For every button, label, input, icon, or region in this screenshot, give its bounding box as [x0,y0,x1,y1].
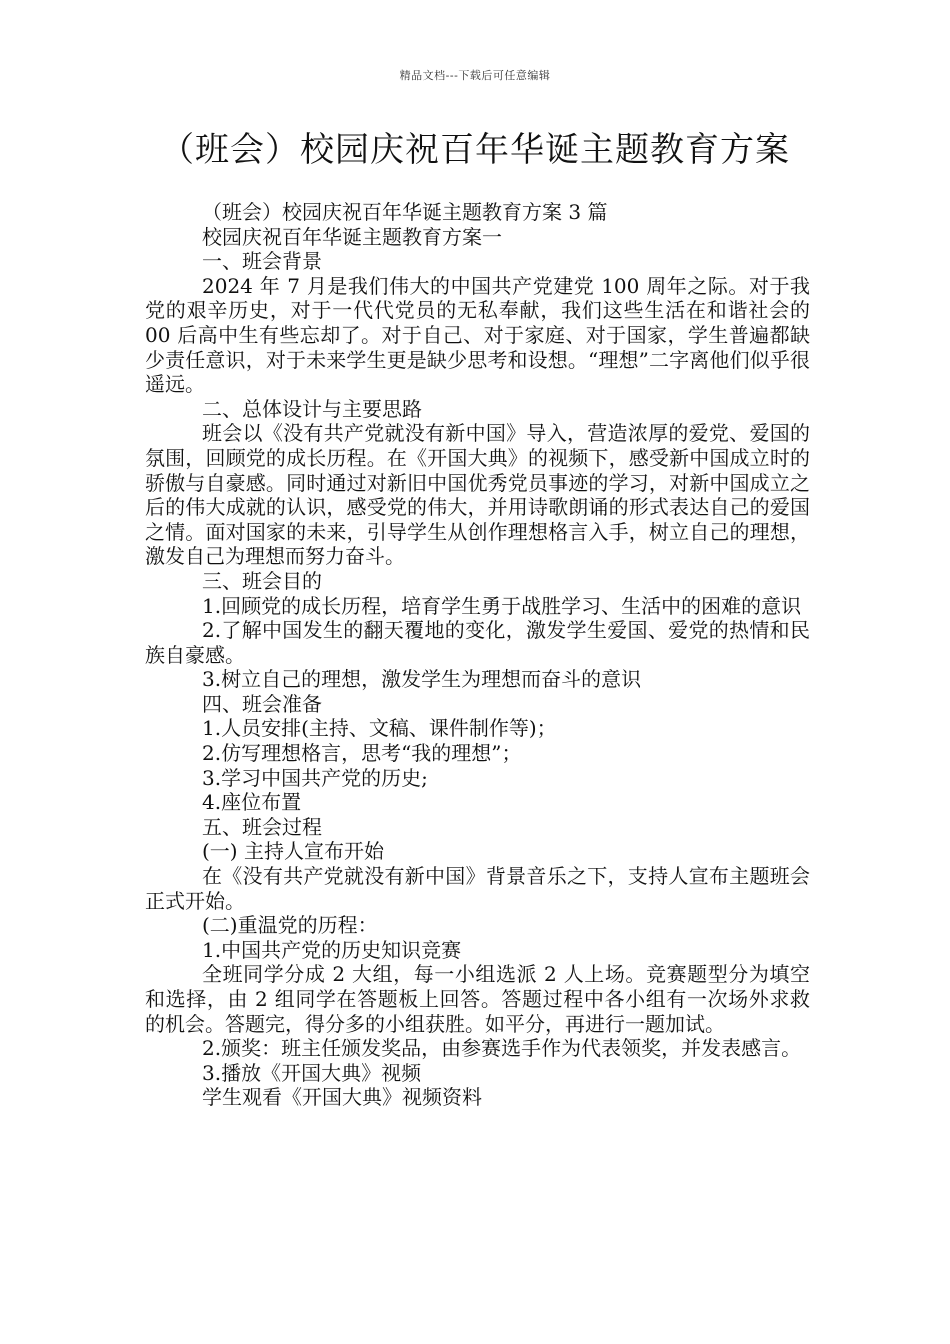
paragraph-video: 学生观看《开国大典》视频资料 [202,1085,482,1110]
preparation-item-2: 2.仿写理想格言，思考“我的理想”； [202,741,522,766]
document-title: （班会）校园庆祝百年华诞主题教育方案 [160,130,790,170]
video-heading: 3.播放《开国大典》视频 [202,1060,422,1085]
purpose-item-2: 2.了解中国发生的翻天覆地的变化，激发学生爱国、爱党的热情和民族自豪感。 [145,618,810,667]
heading-background: 一、班会背景 [202,249,322,274]
preparation-item-3: 3.学习中国共产党的历史; [202,765,428,790]
purpose-item-1: 1.回顾党的成长历程，培育学生勇于战胜学习、生活中的困难的意识 [202,593,802,618]
paragraph-opening: 在《没有共产党就没有新中国》背景音乐之下，支持人宣布主题班会正式开始。 [145,864,810,913]
paragraph-award: 2.颁奖：班主任颁发奖品，由参赛选手作为代表领奖，并发表感言。 [202,1036,802,1061]
paragraph-design: 班会以《没有共产党就没有新中国》导入，营造浓厚的爱党、爱国的氛围，回顾党的成长历程。在《开国大典》的视频下，感受新中国成立时的骄傲与自豪感。同时通过对新旧中国优秀党员事迹的学习，对新中国成立之后的伟大成就的认识，感受党的伟大，并用诗歌朗诵的形式表达自己的爱国之情。面对国家的未来，引导学生从创作理想格言入手，树立自己的理想，激发自己为理想而努力奋斗。 [145,421,810,569]
process-step-1: (一) 主持人宣布开始 [202,839,384,864]
section-plan-one: 校园庆祝百年华诞主题教育方案一 [202,224,502,249]
purpose-item-3: 3.树立自己的理想，激发学生为理想而奋斗的意识 [202,667,642,692]
heading-design: 二、总体设计与主要思路 [202,396,422,421]
preparation-item-1: 1.人员安排(主持、文稿、课件制作等)； [202,716,557,741]
paragraph-quiz: 全班同学分成 2 大组，每一小组选派 2 人上场。竞赛题型分为填空和选择，由 2 组同学在答题板上回答。答题过程中各小组有一次场外求救的机会。答题完，得分多的小组获胜。如平分，再进行一题加试。 [145,962,810,1036]
heading-process: 五、班会过程 [202,814,322,839]
document-body [145,200,810,1110]
heading-purpose: 三、班会目的 [202,568,322,593]
quiz-heading: 1.中国共产党的历史知识竞赛 [202,937,462,962]
process-step-2: (二)重温党的历程： [202,913,378,938]
paragraph-background: 2024 年 7 月是我们伟大的中国共产党建党 100 周年之际。对于我党的艰辛历史，对于一代代党员的无私奉献，我们这些生活在和谐社会的 00 后高中生有些忘却了。对于自己、对于家庭、对于国家，学生普遍都缺少责任意识，对于未来学生更是缺少思考和设想。“理想”二字离他们似乎很遥远。 [145,273,810,397]
header-note: 精品文档---下载后可任意编辑 [399,69,551,82]
preparation-item-4: 4.座位布置 [202,790,302,815]
heading-preparation: 四、班会准备 [202,691,322,716]
subtitle-line: （班会）校园庆祝百年华诞主题教育方案 3 篇 [202,200,608,224]
